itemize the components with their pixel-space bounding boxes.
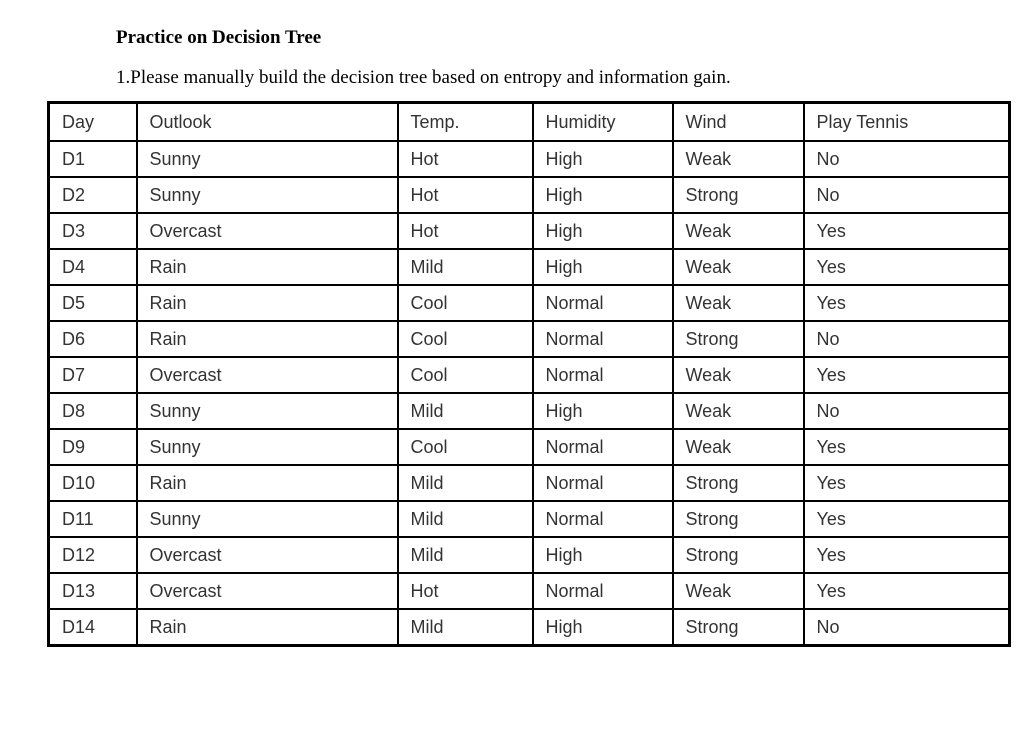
day-cell: D4 (49, 249, 137, 285)
play-tennis-cell: Yes (804, 285, 1010, 321)
day-cell: D3 (49, 213, 137, 249)
play-tennis-cell: Yes (804, 213, 1010, 249)
instruction-text: 1.Please manually build the decision tree based on entropy and information gain. (116, 67, 731, 88)
wind-cell: Weak (673, 429, 804, 465)
table-row (49, 501, 1010, 537)
day-cell: D8 (49, 393, 137, 429)
wind-cell: Strong (673, 177, 804, 213)
temp-cell: Cool (398, 285, 533, 321)
table-row (49, 285, 1010, 321)
table-body (49, 141, 1010, 646)
outlook-cell: Overcast (137, 213, 398, 249)
play-tennis-cell: No (804, 177, 1010, 213)
humidity-cell: Normal (533, 321, 673, 357)
wind-cell: Weak (673, 141, 804, 177)
temp-cell: Hot (398, 141, 533, 177)
day-cell: D6 (49, 321, 137, 357)
day-cell: D10 (49, 465, 137, 501)
table-row (49, 213, 1010, 249)
humidity-cell: High (533, 249, 673, 285)
wind-cell: Strong (673, 537, 804, 573)
outlook-cell: Sunny (137, 141, 398, 177)
day-cell: D5 (49, 285, 137, 321)
play-tennis-cell: No (804, 321, 1010, 357)
table-row (49, 177, 1010, 213)
table-row (49, 573, 1010, 609)
table-row (49, 141, 1010, 177)
humidity-cell: High (533, 177, 673, 213)
humidity-cell: Normal (533, 285, 673, 321)
play-tennis-cell: No (804, 141, 1010, 177)
temp-cell: Cool (398, 321, 533, 357)
day-cell: D2 (49, 177, 137, 213)
play-tennis-cell: Yes (804, 501, 1010, 537)
wind-cell: Strong (673, 321, 804, 357)
humidity-cell: Normal (533, 357, 673, 393)
temp-cell: Mild (398, 537, 533, 573)
table-row (49, 429, 1010, 465)
day-cell: D13 (49, 573, 137, 609)
page-title: Practice on Decision Tree (116, 27, 322, 48)
table-row (49, 357, 1010, 393)
outlook-cell: Overcast (137, 537, 398, 573)
outlook-cell: Rain (137, 285, 398, 321)
humidity-cell: High (533, 609, 673, 646)
wind-cell: Strong (673, 609, 804, 646)
day-cell: D9 (49, 429, 137, 465)
outlook-cell: Sunny (137, 429, 398, 465)
table-row (49, 393, 1010, 429)
table-row (49, 465, 1010, 501)
humidity-cell: High (533, 141, 673, 177)
wind-cell: Strong (673, 501, 804, 537)
temp-cell: Hot (398, 213, 533, 249)
day-cell: D14 (49, 609, 137, 646)
wind-cell: Weak (673, 249, 804, 285)
table-row (49, 537, 1010, 573)
outlook-cell: Rain (137, 249, 398, 285)
outlook-cell: Rain (137, 321, 398, 357)
humidity-cell: Normal (533, 465, 673, 501)
humidity-cell: Normal (533, 501, 673, 537)
column-header-play-tennis: Play Tennis (804, 103, 1010, 142)
play-tennis-table (47, 101, 1011, 647)
play-tennis-cell: Yes (804, 465, 1010, 501)
day-cell: D11 (49, 501, 137, 537)
outlook-cell: Sunny (137, 501, 398, 537)
play-tennis-cell: No (804, 393, 1010, 429)
day-cell: D12 (49, 537, 137, 573)
humidity-cell: Normal (533, 429, 673, 465)
outlook-cell: Overcast (137, 573, 398, 609)
temp-cell: Cool (398, 357, 533, 393)
temp-cell: Mild (398, 609, 533, 646)
wind-cell: Weak (673, 357, 804, 393)
play-tennis-cell: No (804, 609, 1010, 646)
play-tennis-cell: Yes (804, 573, 1010, 609)
table-header-row (49, 103, 1010, 142)
outlook-cell: Rain (137, 609, 398, 646)
humidity-cell: Normal (533, 573, 673, 609)
temp-cell: Cool (398, 429, 533, 465)
wind-cell: Weak (673, 393, 804, 429)
play-tennis-cell: Yes (804, 249, 1010, 285)
play-tennis-cell: Yes (804, 537, 1010, 573)
wind-cell: Strong (673, 465, 804, 501)
wind-cell: Weak (673, 573, 804, 609)
temp-cell: Hot (398, 177, 533, 213)
humidity-cell: High (533, 537, 673, 573)
outlook-cell: Rain (137, 465, 398, 501)
table-row (49, 249, 1010, 285)
temp-cell: Mild (398, 501, 533, 537)
temp-cell: Mild (398, 393, 533, 429)
table-row (49, 321, 1010, 357)
outlook-cell: Overcast (137, 357, 398, 393)
column-header-wind: Wind (673, 103, 804, 142)
outlook-cell: Sunny (137, 393, 398, 429)
column-header-outlook: Outlook (137, 103, 398, 142)
temp-cell: Mild (398, 249, 533, 285)
play-tennis-cell: Yes (804, 429, 1010, 465)
wind-cell: Weak (673, 285, 804, 321)
humidity-cell: High (533, 213, 673, 249)
temp-cell: Hot (398, 573, 533, 609)
outlook-cell: Sunny (137, 177, 398, 213)
day-cell: D7 (49, 357, 137, 393)
column-header-humidity: Humidity (533, 103, 673, 142)
day-cell: D1 (49, 141, 137, 177)
temp-cell: Mild (398, 465, 533, 501)
play-tennis-cell: Yes (804, 357, 1010, 393)
humidity-cell: High (533, 393, 673, 429)
column-header-day: Day (49, 103, 137, 142)
wind-cell: Weak (673, 213, 804, 249)
table-row (49, 609, 1010, 646)
column-header-temp: Temp. (398, 103, 533, 142)
